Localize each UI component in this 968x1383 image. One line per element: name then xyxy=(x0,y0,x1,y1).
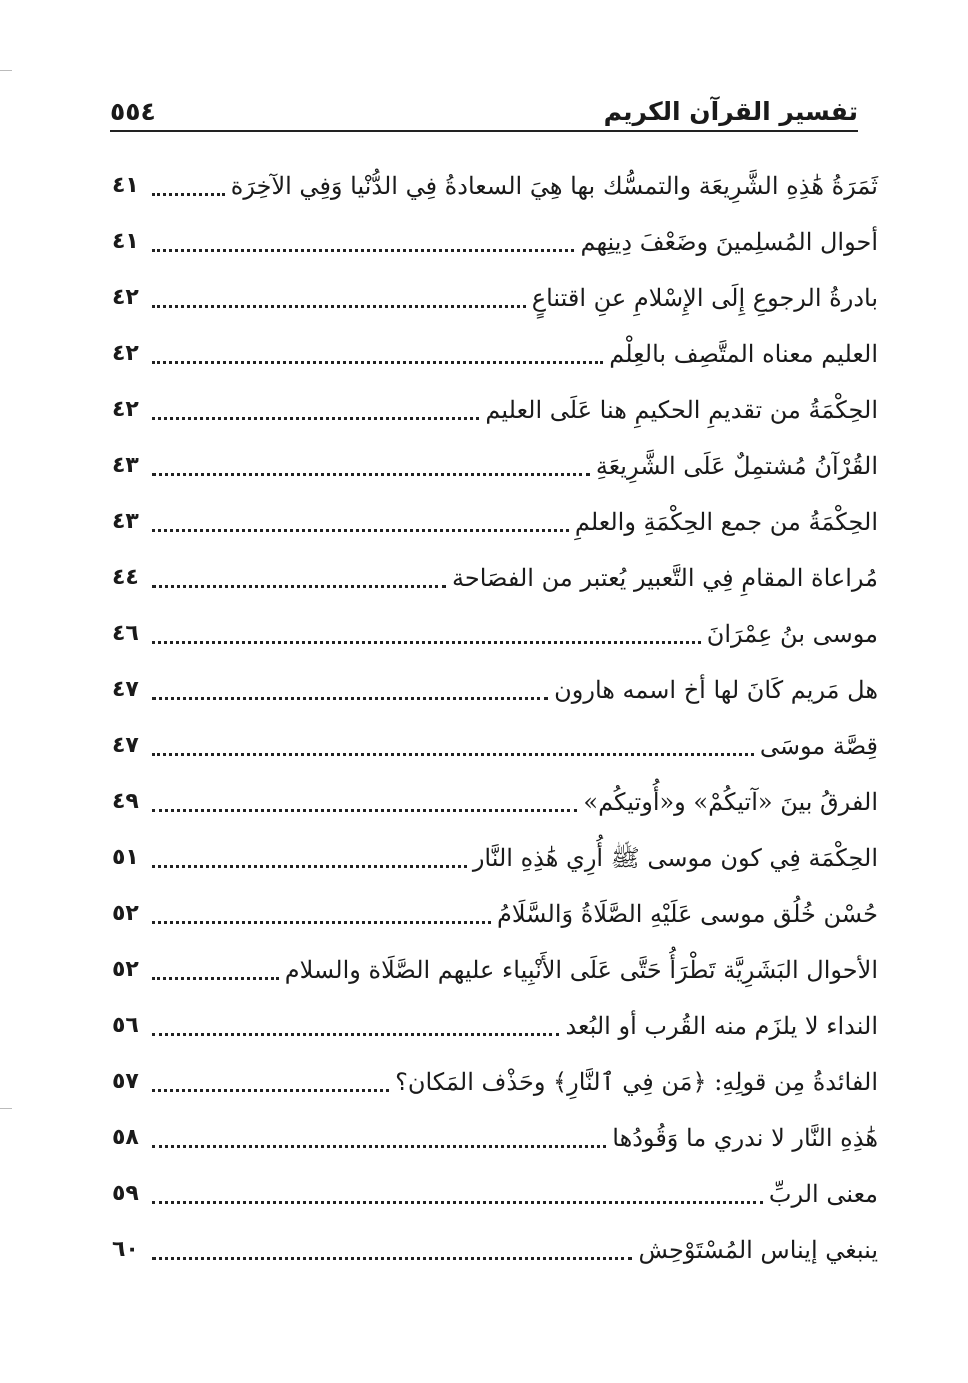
toc-entry-page: ٥٧ xyxy=(112,1068,139,1094)
toc-entry xyxy=(112,774,878,830)
toc-entry xyxy=(112,606,878,662)
dot-leader xyxy=(152,1089,389,1092)
toc-entry-page: ٤٢ xyxy=(112,340,139,366)
toc-entry-title: الحِكْمَةُ من جمع الحِكْمَةِ والعلمِ xyxy=(574,507,878,536)
toc-entry-title: ينبغي إيناس المُسْتَوْحِش xyxy=(638,1235,878,1264)
toc-entry-page: ٥٨ xyxy=(112,1124,139,1150)
toc-entry-title: الحِكْمَةُ من تقديمِ الحكيمِ هنا عَلَى العليم xyxy=(485,395,878,424)
toc-entry-page: ٤٧ xyxy=(112,732,139,758)
toc-entry-title: النداء لا يلزَم منه القُرب أو البُعد xyxy=(565,1011,878,1040)
dot-leader xyxy=(152,1257,632,1260)
toc-entry-page: ٥١ xyxy=(112,844,139,870)
dot-leader xyxy=(152,809,577,812)
toc-entry xyxy=(112,158,878,214)
toc-entry-page: ٥٢ xyxy=(112,956,139,982)
toc-entry xyxy=(112,1110,878,1166)
toc-entry xyxy=(112,326,878,382)
dot-leader xyxy=(152,1145,606,1148)
dot-leader xyxy=(152,529,569,532)
toc-entry-page: ٤٢ xyxy=(112,284,139,310)
toc-entry-title: هل مَريم كَانَ لها أخ اسمه هارون xyxy=(554,675,878,704)
toc-entry-title: أحوال المُسلِمينَ وضَعْفَ دِينِهم xyxy=(580,227,878,256)
toc-entry xyxy=(112,998,878,1054)
toc-entry-page: ٥٦ xyxy=(112,1012,139,1038)
dot-leader xyxy=(152,249,574,252)
toc-entry-page: ٥٢ xyxy=(112,900,139,926)
toc-entry xyxy=(112,942,878,998)
toc-entry-page: ٤٧ xyxy=(112,676,139,702)
toc-entry xyxy=(112,1166,878,1222)
toc-entry-page: ٤٦ xyxy=(112,620,139,646)
dot-leader xyxy=(152,305,526,308)
toc-entry-title: موسى بنُ عِمْرَانَ xyxy=(706,619,878,648)
toc-entry xyxy=(112,1054,878,1110)
toc-entry-page: ٦٠ xyxy=(112,1236,139,1262)
toc-entry-title: الأحوال البَشَرِيَّة تَطْرَأُ حَتَّى عَلَى الأَنْبِياء عليهم الصَّلَاة والسلام xyxy=(284,955,878,984)
toc-entry xyxy=(112,662,878,718)
toc-entry xyxy=(112,494,878,550)
toc-entry-title: مُراعاة المقامِ فِي التَّعبير يُعتبر من الفصَاحة xyxy=(452,563,878,592)
dot-leader xyxy=(152,921,491,924)
toc-entry xyxy=(112,214,878,270)
toc-entry-page: ٤١ xyxy=(112,172,139,198)
dot-leader xyxy=(152,641,701,644)
margin-mark xyxy=(0,70,12,71)
toc-entry-page: ٥٩ xyxy=(112,1180,139,1206)
table-of-contents xyxy=(112,158,878,1278)
toc-entry-page: ٤٤ xyxy=(112,564,139,590)
toc-entry-title: قِصَّة موسَى xyxy=(759,731,878,760)
toc-entry-title: هَٰذِهِ النَّار لا ندري ما وَقُودُها xyxy=(612,1123,878,1152)
dot-leader xyxy=(152,865,467,868)
toc-entry-title: الفائدةُ مِن قولِهِ: ﴿مَن فِي ٱلنَّارِ﴾ وحَذْف المَكان؟ xyxy=(395,1067,878,1096)
toc-entry-page: ٤١ xyxy=(112,228,139,254)
dot-leader xyxy=(152,193,225,196)
margin-mark xyxy=(0,1108,12,1109)
toc-entry-title: الفرقُ بينَ «آتيكُمْ» و«أُوتيكُم» xyxy=(583,787,878,816)
toc-entry xyxy=(112,718,878,774)
toc-entry-title: الحِكْمَة فِي كون موسى ﷺ أُرِي هَٰذِهِ النَّار xyxy=(472,843,878,872)
toc-entry-title: العليم معناه المتَّصِف بالعِلْم xyxy=(609,339,878,368)
toc-entry xyxy=(112,550,878,606)
toc-entry-title: القُرْآنُ مُشتمِلٌ عَلَى الشَّرِيعَةِ xyxy=(595,451,878,480)
toc-entry xyxy=(112,438,878,494)
toc-entry xyxy=(112,270,878,326)
dot-leader xyxy=(152,361,603,364)
page-number: ٥٥٤ xyxy=(110,97,156,126)
page-header xyxy=(110,78,858,132)
dot-leader xyxy=(152,1033,559,1036)
dot-leader xyxy=(152,417,479,420)
toc-entry xyxy=(112,1222,878,1278)
toc-entry xyxy=(112,830,878,886)
toc-entry-title: ثَمَرَةُ هَٰذِهِ الشَّرِيعَة والتمسُّك بها هِيَ السعادةُ فِي الدُّنْيا وَفِي الآخِرَة xyxy=(230,171,878,200)
toc-entry xyxy=(112,382,878,438)
dot-leader xyxy=(152,473,590,476)
toc-entry-page: ٤٣ xyxy=(112,508,139,534)
dot-leader xyxy=(152,1201,763,1204)
dot-leader xyxy=(152,697,548,700)
toc-entry-page: ٤٢ xyxy=(112,396,139,422)
running-title: تفسير القرآن الكريم xyxy=(603,97,858,126)
toc-entry-title: بادرةُ الرجوعِ إِلَى الإِسْلامِ عنِ اقتناعٍ xyxy=(531,283,878,312)
toc-entry-page: ٤٣ xyxy=(112,452,139,478)
dot-leader xyxy=(152,753,754,756)
toc-entry-title: معنى الربِّ xyxy=(768,1179,878,1208)
dot-leader xyxy=(152,977,279,980)
dot-leader xyxy=(152,585,446,588)
toc-entry xyxy=(112,886,878,942)
toc-entry-page: ٤٩ xyxy=(112,788,139,814)
toc-entry-title: حُسْن خُلُق موسى عَلَيْهِ الصَّلَاةُ وَالسَّلَامُ xyxy=(496,899,878,928)
